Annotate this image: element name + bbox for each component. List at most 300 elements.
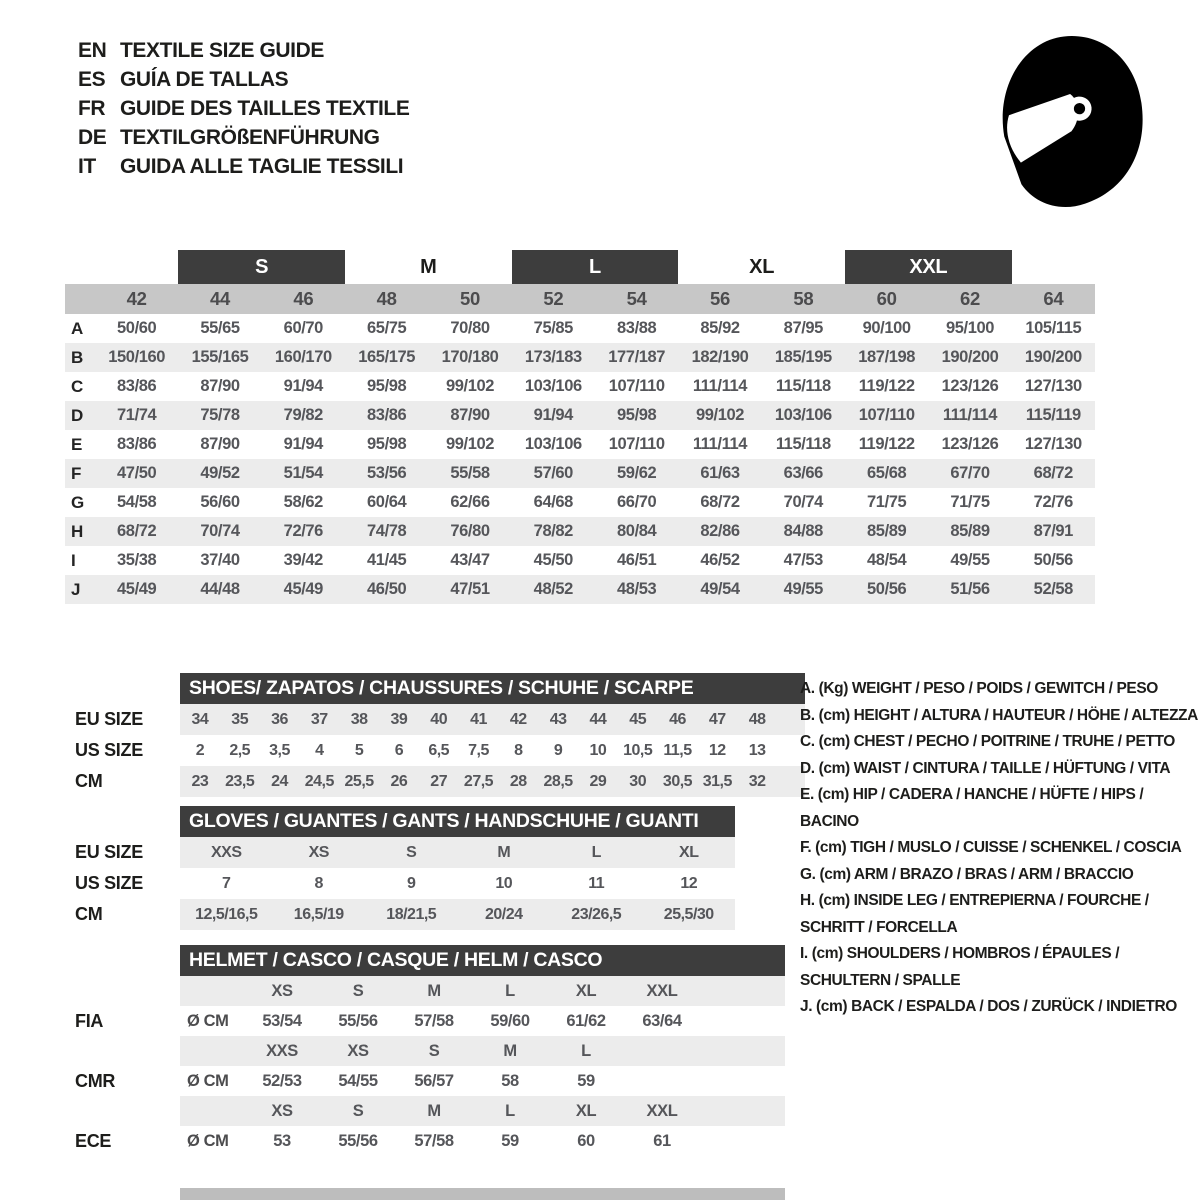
measure-value: 105/115: [1025, 319, 1082, 337]
size-value: 28: [509, 772, 527, 790]
gloves-row-2: [180, 868, 735, 899]
measure-value: 190/200: [1024, 348, 1082, 366]
shoes-row-2: [180, 735, 805, 766]
language-row-it: [78, 152, 409, 181]
size-value: 29: [589, 772, 607, 790]
letter-column-spacer: [65, 284, 95, 314]
measure-value: 127/130: [1024, 435, 1082, 453]
size-group-xl: XL: [749, 255, 775, 278]
language-code: ES: [78, 67, 106, 91]
language-row-en: [78, 36, 409, 65]
row-label-eu-size: EU SIZE: [75, 842, 143, 862]
helmet-size: L: [581, 1041, 591, 1060]
helmet-value: 59: [501, 1131, 519, 1150]
language-code: DE: [78, 125, 107, 149]
helmet-value: 54/55: [338, 1071, 378, 1090]
row-letter: B: [71, 347, 84, 367]
row-letter: C: [71, 376, 84, 396]
measure-value: 99/102: [445, 377, 495, 395]
measure-value: 95/98: [617, 406, 657, 424]
measure-row-c: [65, 372, 1095, 401]
measure-value: 44/48: [200, 580, 240, 598]
size-value: 23/26,5: [571, 905, 622, 923]
size-value: XXS: [210, 843, 242, 861]
measure-row-i: [65, 546, 1095, 575]
size-number: 56: [710, 288, 730, 309]
size-number: 64: [1043, 288, 1064, 309]
legend-entry-g: G. (cm) ARM / BRAZO / BRAS / ARM / BRACCIO: [800, 865, 1134, 883]
row-letter: D: [71, 405, 84, 425]
guide-title-it: GUIDA ALLE TAGLIE TESSILI: [120, 154, 404, 178]
measure-value: 46/50: [367, 580, 407, 598]
guide-title-fr: GUIDE DES TAILLES TEXTILE: [120, 96, 410, 120]
measure-value: 45/50: [533, 551, 573, 569]
measure-value: 119/122: [858, 435, 915, 453]
measure-value: 60/64: [367, 493, 407, 511]
size-value: XS: [308, 843, 329, 861]
guide-title-es: GUÍA DE TALLAS: [120, 67, 289, 91]
language-title-list: [78, 36, 409, 181]
size-value: 25,5/30: [663, 905, 714, 923]
measure-value: 67/70: [950, 464, 990, 482]
measure-value: 53/56: [367, 464, 407, 482]
measure-value: 103/106: [774, 406, 832, 424]
measure-value: 75/85: [533, 319, 573, 337]
measure-value: 46/52: [700, 551, 740, 569]
size-value: 24,5: [304, 772, 334, 790]
measure-value: 87/91: [1033, 522, 1073, 540]
helmet-values-row-ece: [180, 1126, 785, 1156]
legend-entry-i: I. (cm) SHOULDERS / HOMBROS / ÉPAULES / SCHULTERN / SPALLE: [800, 945, 1120, 989]
helmet-size: L: [505, 1101, 515, 1120]
size-value: 39: [390, 710, 408, 728]
size-value: 42: [509, 710, 527, 728]
gloves-rows: [180, 837, 735, 930]
language-row-fr: [78, 94, 409, 123]
size-value: 36: [271, 710, 288, 728]
size-value: 2,5: [229, 741, 251, 759]
measure-value: 91/94: [283, 435, 323, 453]
measurement-rows: [65, 314, 1095, 604]
measure-value: 74/78: [367, 522, 407, 540]
row-letter: I: [71, 550, 76, 570]
measure-row-b: [65, 343, 1095, 372]
helmet-value: 61/62: [566, 1011, 606, 1030]
measure-value: 61/63: [700, 464, 740, 482]
measure-value: 80/84: [617, 522, 657, 540]
size-group-header-row: [65, 250, 1095, 284]
measure-value: 45/49: [283, 580, 323, 598]
helmet-size: S: [352, 981, 364, 1000]
helmet-value: 60: [577, 1131, 595, 1150]
cutoff-stripe: [180, 1188, 785, 1200]
measure-value: 71/75: [867, 493, 907, 511]
measure-value: 64/68: [533, 493, 573, 511]
helmet-value: 53/54: [262, 1011, 302, 1030]
size-value: 28,5: [543, 772, 573, 790]
size-value: 12: [680, 874, 698, 892]
measure-value: 68/72: [117, 522, 157, 540]
measure-value: 187/198: [858, 348, 916, 366]
size-value: 9: [407, 874, 416, 892]
size-value: 10: [495, 874, 513, 892]
measure-value: 70/74: [783, 493, 823, 511]
measure-value: 72/76: [1033, 493, 1073, 511]
size-value: 40: [430, 710, 448, 728]
measure-value: 65/68: [867, 464, 907, 482]
helmet-size: XS: [347, 1041, 369, 1060]
size-value: 41: [470, 710, 487, 728]
measure-value: 115/119: [1025, 406, 1081, 424]
gloves-row-1: [180, 837, 735, 868]
size-value: 23,5: [225, 772, 255, 790]
row-letter: G: [71, 492, 85, 512]
measure-value: 173/183: [524, 348, 582, 366]
size-value: 23: [191, 772, 209, 790]
measure-value: 48/54: [867, 551, 907, 569]
helmet-value: 57/58: [414, 1131, 454, 1150]
legend-entry-b: B. (cm) HEIGHT / ALTURA / HAUTEUR / HÖHE / ALTEZZA: [800, 706, 1198, 724]
size-value: 2: [195, 741, 205, 759]
helmet-icon: [972, 26, 1167, 216]
measure-value: 87/95: [783, 319, 823, 337]
size-value: 43: [549, 710, 567, 728]
measure-value: 72/76: [283, 522, 323, 540]
language-code: FR: [78, 96, 106, 120]
helmet-size: M: [427, 981, 441, 1000]
size-value: 13: [748, 741, 766, 759]
measurement-legend: [800, 676, 1200, 1021]
helmet-size: XL: [575, 1101, 597, 1120]
measure-value: 115/118: [775, 377, 831, 395]
measure-value: 123/126: [941, 435, 999, 453]
measure-row-g: [65, 488, 1095, 517]
helmet-value: 56/57: [414, 1071, 454, 1090]
legend-entry-c: C. (cm) CHEST / PECHO / POITRINE / TRUHE / PETTO: [800, 733, 1175, 750]
size-value: 11: [588, 874, 605, 892]
guide-title-de: TEXTILGRÖßENFÜHRUNG: [120, 125, 380, 149]
measure-value: 63/66: [783, 464, 823, 482]
size-value: 48: [748, 710, 766, 728]
helmet-standard-labels: [75, 976, 115, 1156]
legend-entry-f: F. (cm) TIGH / MUSLO / CUISSE / SCHENKEL / COSCIA: [800, 839, 1182, 856]
helmet-sizes-row-cmr: [180, 1036, 785, 1066]
measure-value: 99/102: [695, 406, 745, 424]
measure-value: 95/98: [367, 435, 407, 453]
measure-value: 78/82: [533, 522, 573, 540]
language-row-de: [78, 123, 409, 152]
helmet-value: 57/58: [414, 1011, 454, 1030]
measure-row-f: [65, 459, 1095, 488]
measure-value: 111/114: [942, 406, 998, 424]
row-label-cm: CM: [75, 771, 103, 791]
measure-value: 52/58: [1033, 580, 1073, 598]
size-value: 8: [514, 741, 523, 759]
size-value: 8: [314, 874, 323, 892]
measure-value: 155/165: [191, 348, 249, 366]
measure-value: 54/58: [117, 493, 157, 511]
diameter-unit: Ø CM: [187, 1071, 229, 1090]
measure-value: 83/86: [117, 435, 157, 453]
helmet-value: 53: [273, 1131, 291, 1150]
measure-value: 87/90: [200, 377, 240, 395]
measure-value: 91/94: [283, 377, 323, 395]
measure-value: 70/80: [450, 319, 490, 337]
helmet-value: 59: [577, 1071, 595, 1090]
size-value: 12: [708, 741, 726, 759]
measure-row-d: [65, 401, 1095, 430]
helmet-size: XXL: [646, 1101, 678, 1120]
helmet-icon-svg: [972, 26, 1167, 216]
measure-value: 107/110: [608, 435, 665, 453]
measure-value: 48/53: [617, 580, 657, 598]
helmet-value: 59/60: [490, 1011, 530, 1030]
standard-label-spacer: [75, 1096, 115, 1126]
size-value: 30,5: [662, 772, 693, 790]
helmet-value: 52/53: [262, 1071, 302, 1090]
measure-value: 66/70: [617, 493, 657, 511]
measure-value: 82/86: [700, 522, 740, 540]
measure-value: 59/62: [617, 464, 657, 482]
measure-value: 50/56: [867, 580, 907, 598]
row-label-us-size: US SIZE: [75, 873, 143, 893]
size-value: L: [591, 843, 601, 861]
measure-value: 95/98: [367, 377, 407, 395]
measure-value: 47/53: [783, 551, 823, 569]
helmet-size: S: [428, 1041, 440, 1060]
measure-value: 47/51: [450, 580, 490, 598]
diameter-unit: Ø CM: [187, 1011, 229, 1030]
size-value: 45: [629, 710, 647, 728]
helmet-values-row-cmr: [180, 1066, 785, 1096]
size-value: 34: [191, 710, 209, 728]
helmet-size: XS: [271, 981, 293, 1000]
helmet-value: 63/64: [642, 1011, 682, 1030]
size-value: 38: [350, 710, 368, 728]
size-number: 46: [293, 288, 314, 309]
measure-value: 79/82: [283, 406, 323, 424]
measure-value: 43/47: [450, 551, 490, 569]
helmet-size: XL: [575, 981, 597, 1000]
measure-value: 87/90: [200, 435, 240, 453]
measure-value: 50/60: [117, 319, 157, 337]
size-number: 50: [460, 288, 480, 309]
measure-value: 83/86: [367, 406, 407, 424]
size-value: 46: [669, 710, 686, 728]
unit-spacer: [180, 976, 244, 1006]
measure-value: 111/114: [692, 435, 748, 453]
size-value: 26: [390, 772, 408, 790]
measure-value: 99/102: [445, 435, 495, 453]
measure-value: 70/74: [200, 522, 240, 540]
size-value: 10,5: [623, 741, 653, 759]
size-value: M: [497, 843, 511, 861]
measure-value: 47/50: [117, 464, 157, 482]
shoes-rows: [180, 704, 805, 797]
size-value: 30: [629, 772, 647, 790]
measure-value: 49/54: [700, 580, 740, 598]
measure-row-e: [65, 430, 1095, 459]
measure-value: 87/90: [450, 406, 490, 424]
helmet-size: XS: [271, 1101, 293, 1120]
size-number: 42: [126, 288, 147, 309]
size-value: 20/24: [484, 905, 523, 923]
shoes-row-3: [180, 766, 805, 797]
measure-value: 37/40: [200, 551, 240, 569]
measure-value: 71/74: [117, 406, 157, 424]
measure-value: 119/122: [858, 377, 915, 395]
measure-value: 177/187: [608, 348, 666, 366]
helmet-size: L: [505, 981, 515, 1000]
size-number: 44: [210, 288, 230, 309]
size-value: 37: [310, 710, 328, 728]
size-number: 54: [626, 288, 647, 309]
size-value: 24: [271, 772, 288, 790]
measure-value: 49/55: [783, 580, 823, 598]
measure-value: 55/58: [450, 464, 490, 482]
helmet-value: 61: [653, 1131, 671, 1150]
helmet-size: XXL: [646, 981, 678, 1000]
row-label-eu-size: EU SIZE: [75, 709, 143, 729]
measure-value: 123/126: [941, 377, 999, 395]
diameter-unit: Ø CM: [187, 1131, 229, 1150]
measure-value: 84/88: [783, 522, 823, 540]
measure-value: 51/54: [283, 464, 323, 482]
measure-value: 49/55: [950, 551, 990, 569]
size-value: 44: [589, 710, 607, 728]
measure-value: 185/195: [774, 348, 832, 366]
size-number: 48: [376, 288, 397, 309]
measure-value: 41/45: [367, 551, 407, 569]
shoes-row-labels: [75, 704, 143, 797]
measure-value: 85/89: [867, 522, 907, 540]
size-value: 12,5/16,5: [195, 905, 258, 923]
measure-value: 39/42: [283, 551, 323, 569]
measure-value: 45/49: [117, 580, 157, 598]
helmet-size: S: [352, 1101, 364, 1120]
measure-value: 127/130: [1024, 377, 1082, 395]
measure-value: 170/180: [441, 348, 499, 366]
measure-value: 35/38: [117, 551, 157, 569]
size-value: 7: [222, 874, 231, 892]
measure-value: 56/60: [200, 493, 240, 511]
measure-value: 111/114: [692, 377, 748, 395]
legend-entry-e: E. (cm) HIP / CADERA / HANCHE / HÜFTE / HIPS / BACINO: [800, 786, 1144, 830]
guide-title-en: TEXTILE SIZE GUIDE: [120, 38, 324, 62]
standard-label-ece: ECE: [75, 1130, 112, 1151]
measure-value: 65/75: [367, 319, 407, 337]
standard-label-spacer: [75, 1036, 115, 1066]
gloves-row-labels: [75, 837, 143, 930]
size-value: 7,5: [468, 741, 489, 759]
size-value: XL: [679, 843, 699, 861]
measure-value: 182/190: [691, 348, 749, 366]
row-letter: E: [71, 434, 83, 454]
helmet-title-bar: HELMET / CASCO / CASQUE / HELM / CASCO: [180, 945, 785, 976]
helmet-values-row-fia: [180, 1006, 785, 1036]
size-group-l: L: [512, 250, 679, 284]
size-number: 52: [543, 288, 564, 309]
size-value: 27: [430, 772, 448, 790]
helmet-size: M: [427, 1101, 441, 1120]
size-value: 25,5: [344, 772, 374, 790]
measure-row-h: [65, 517, 1095, 546]
measure-value: 76/80: [450, 522, 490, 540]
size-value: 18/21,5: [386, 905, 437, 923]
measure-value: 103/106: [524, 435, 582, 453]
size-value: 31,5: [702, 772, 732, 790]
size-number: 58: [793, 288, 814, 309]
size-value: 32: [748, 772, 766, 790]
gloves-row-3: [180, 899, 735, 930]
measure-value: 68/72: [700, 493, 740, 511]
measure-value: 71/75: [950, 493, 990, 511]
size-group-s: S: [178, 250, 345, 284]
measure-value: 68/72: [1033, 464, 1073, 482]
row-letter: A: [71, 318, 84, 338]
measure-value: 62/66: [450, 493, 490, 511]
row-letter: H: [71, 521, 84, 541]
row-label-cm: CM: [75, 904, 103, 924]
row-label-us-size: US SIZE: [75, 740, 143, 760]
size-group-xxl: XXL: [845, 250, 1012, 284]
helmet-rows: [180, 976, 785, 1156]
size-value: 6: [394, 741, 404, 759]
helmet-size: M: [503, 1041, 517, 1060]
measure-row-a: [65, 314, 1095, 343]
helmet-sizes-row-ece: [180, 1096, 785, 1126]
unit-spacer: [180, 1036, 244, 1066]
helmet-size: XXS: [266, 1041, 298, 1060]
standard-label-cmr: CMR: [75, 1070, 116, 1091]
textile-measurement-table: [65, 250, 1095, 604]
legend-entry-d: D. (cm) WAIST / CINTURA / TAILLE / HÜFTUNG / VITA: [800, 759, 1171, 777]
measure-value: 115/118: [775, 435, 831, 453]
size-number: 62: [960, 288, 980, 309]
size-value: 10: [589, 741, 607, 759]
measure-value: 95/100: [945, 319, 995, 337]
language-row-es: [78, 65, 409, 94]
measure-value: 90/100: [862, 319, 911, 337]
measure-row-j: [65, 575, 1095, 604]
measure-value: 150/160: [108, 348, 166, 366]
gloves-title-bar: GLOVES / GUANTES / GANTS / HANDSCHUHE / GUANTI: [180, 806, 735, 837]
size-value: 27,5: [463, 772, 494, 790]
measure-value: 58/62: [283, 493, 323, 511]
measure-value: 83/86: [117, 377, 157, 395]
size-value: S: [406, 843, 417, 861]
measure-value: 160/170: [274, 348, 332, 366]
legend-entry-j: J. (cm) BACK / ESPALDA / DOS / ZURÜCK / INDIETRO: [800, 998, 1177, 1015]
shoes-title-bar: SHOES/ ZAPATOS / CHAUSSURES / SCHUHE / SCARPE: [180, 673, 805, 704]
measure-value: 165/175: [358, 348, 416, 366]
legend-entry-h: H. (cm) INSIDE LEG / ENTREPIERNA / FOURCHE / SCHRITT / FORCELLA: [800, 892, 1149, 936]
measure-value: 57/60: [533, 464, 573, 482]
language-code: IT: [78, 154, 96, 178]
measure-value: 107/110: [608, 377, 665, 395]
measure-value: 107/110: [858, 406, 915, 424]
unit-spacer: [180, 1096, 244, 1126]
standard-label-spacer: [75, 976, 115, 1006]
legend-entry-a: A. (Kg) WEIGHT / PESO / POIDS / GEWITCH / PESO: [800, 680, 1158, 697]
size-group-m: M: [420, 255, 437, 278]
helmet-value: 55/56: [338, 1131, 378, 1150]
measure-value: 55/65: [200, 319, 240, 337]
size-value: 4: [315, 741, 324, 759]
row-letter: J: [71, 579, 81, 599]
helmet-sizes-row-fia: [180, 976, 785, 1006]
measure-value: 46/51: [617, 551, 657, 569]
